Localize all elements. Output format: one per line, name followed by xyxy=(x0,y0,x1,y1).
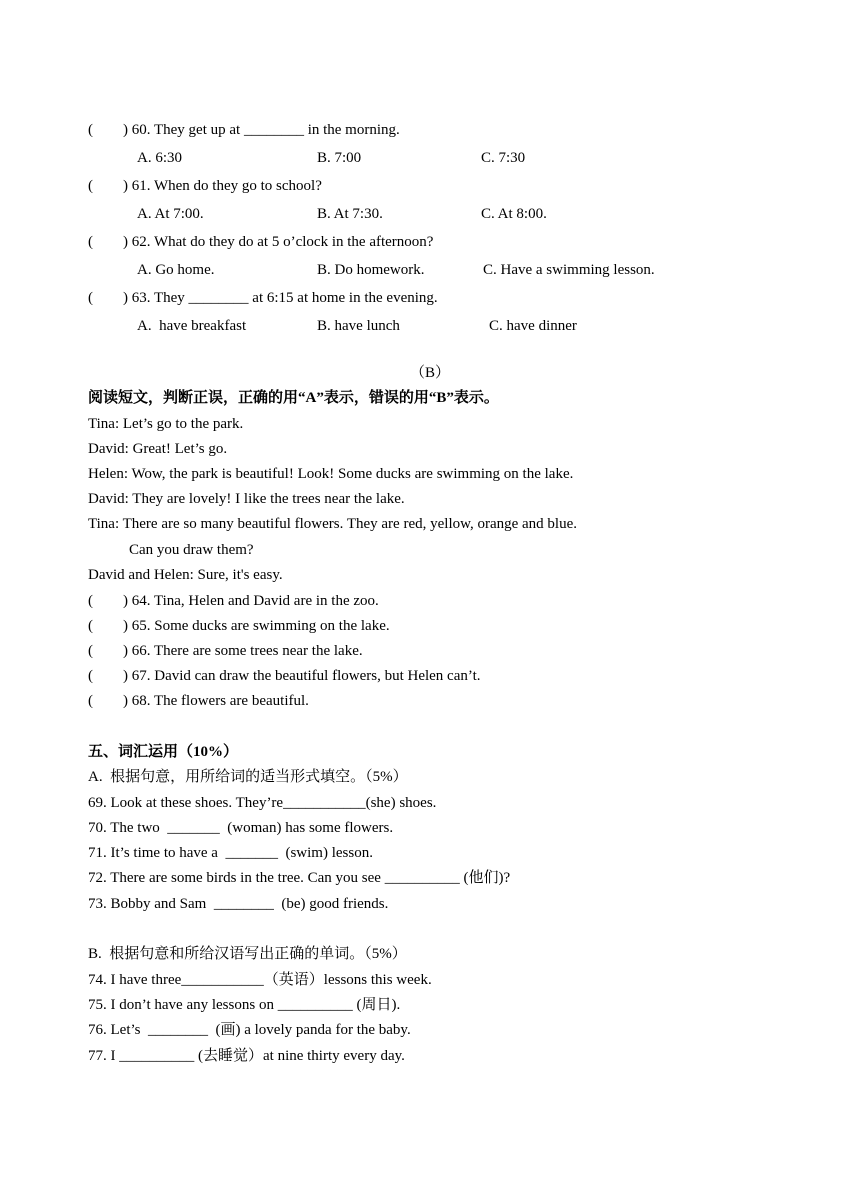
option-c: C. At 8:00. xyxy=(481,206,547,222)
option-a: A. have breakfast xyxy=(137,318,247,334)
true-false-statement: ( ) 65. Some ducks are swimming on the lake. xyxy=(88,618,390,634)
dialogue-line: David: Great! Let’s go. xyxy=(88,441,228,457)
dialogue-line: Tina: There are so many beautiful flowers. They are red, yellow, orange and blue. xyxy=(88,516,578,532)
part-b-heading: （B） xyxy=(409,365,450,381)
dialogue-line: Helen: Wow, the park is beautiful! Look! Some ducks are swimming on the lake. xyxy=(88,466,574,482)
section-title: 五、词汇运用（10%） xyxy=(88,744,239,760)
question-stem: ( ) 61. When do they go to school? xyxy=(88,178,322,194)
true-false-statement: ( ) 64. Tina, Helen and David are in the zoo. xyxy=(88,593,379,609)
dialogue-line: Can you draw them? xyxy=(129,542,254,558)
option-c: C. Have a swimming lesson. xyxy=(483,262,655,278)
option-b: B. Do homework. xyxy=(317,262,425,278)
true-false-statement: ( ) 67. David can draw the beautiful flowers, but Helen can’t. xyxy=(88,668,481,684)
fill-in-item: 75. I don’t have any lessons on __________ (周日). xyxy=(88,997,401,1013)
dialogue-line: David and Helen: Sure, it's easy. xyxy=(88,567,283,583)
option-a: A. 6:30 xyxy=(137,150,182,166)
option-b: B. At 7:30. xyxy=(317,206,383,222)
fill-in-item: 76. Let’s ________ (画) a lovely panda for the baby. xyxy=(88,1022,411,1038)
option-a: A. At 7:00. xyxy=(137,206,204,222)
option-a: A. Go home. xyxy=(137,262,215,278)
fill-in-item: 70. The two _______ (woman) has some flowers. xyxy=(88,820,394,836)
fill-in-item: 73. Bobby and Sam ________ (be) good friends. xyxy=(88,896,389,912)
question-stem: ( ) 62. What do they do at 5 o’clock in the afternoon? xyxy=(88,234,434,250)
fill-in-item: 69. Look at these shoes. They’re___________(she) shoes. xyxy=(88,795,437,811)
true-false-statement: ( ) 66. There are some trees near the lake. xyxy=(88,643,363,659)
fill-in-item: 74. I have three___________（英语）lessons this week. xyxy=(88,972,432,988)
dialogue-line: David: They are lovely! I like the trees near the lake. xyxy=(88,491,405,507)
fill-in-item: 77. I __________ (去睡觉）at nine thirty every day. xyxy=(88,1048,405,1064)
part-b-instruction: 阅读短文，判断正误，正确的用“A”表示，错误的用“B”表示。 xyxy=(88,390,499,406)
section-b-instruction: B. 根据句意和所给汉语写出正确的单词。（5%） xyxy=(88,946,407,962)
fill-in-item: 72. There are some birds in the tree. Can you see __________ (他们)? xyxy=(88,870,511,886)
option-b: B. 7:00 xyxy=(317,150,362,166)
fill-in-item: 71. It’s time to have a _______ (swim) lesson. xyxy=(88,845,373,861)
true-false-statement: ( ) 68. The flowers are beautiful. xyxy=(88,693,309,709)
option-b: B. have lunch xyxy=(317,318,400,334)
dialogue-line: Tina: Let’s go to the park. xyxy=(88,416,244,432)
option-c: C. have dinner xyxy=(489,318,577,334)
question-stem: ( ) 63. They ________ at 6:15 at home in the evening. xyxy=(88,290,438,306)
option-c: C. 7:30 xyxy=(481,150,526,166)
section-a-instruction: A. 根据句意，用所给词的适当形式填空。（5%） xyxy=(88,769,408,785)
question-stem: ( ) 60. They get up at ________ in the morning. xyxy=(88,122,400,138)
